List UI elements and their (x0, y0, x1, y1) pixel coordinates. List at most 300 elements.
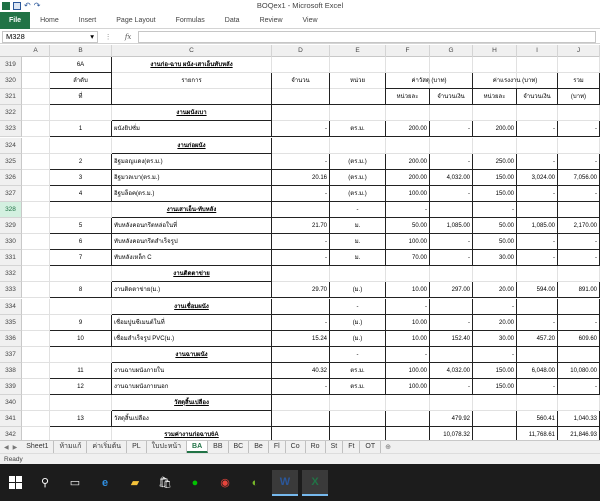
material-unit-price[interactable]: - (386, 202, 430, 218)
item-description[interactable]: งานติดตาข่าย(ม.) (112, 282, 272, 298)
cell[interactable] (22, 250, 50, 266)
cell[interactable] (272, 105, 330, 121)
item-unit[interactable] (330, 427, 386, 440)
tab-file[interactable]: File (0, 12, 30, 29)
cell[interactable] (22, 170, 50, 186)
row-header-319[interactable]: 319 (0, 57, 22, 73)
material-amount[interactable]: - (430, 250, 473, 266)
sheet-title-cell[interactable]: งานก่อ-ฉาบ ผนัง-เสาเอ็นทับหลัง (112, 57, 272, 73)
item-unit[interactable]: (ม.) (330, 331, 386, 347)
item-description[interactable]: ทับหลังเหล็ก C (112, 250, 272, 266)
column-header-j[interactable]: J (558, 45, 600, 57)
cell[interactable] (558, 105, 600, 121)
sheet-tab[interactable]: St (326, 441, 344, 453)
item-no[interactable]: 1 (50, 121, 112, 137)
cell[interactable] (517, 266, 558, 282)
total-amount[interactable]: - (558, 250, 600, 266)
cell[interactable] (330, 57, 386, 73)
tab-formulas[interactable]: Formulas (175, 16, 205, 24)
row-header-323[interactable]: 323 (0, 121, 22, 137)
labor-amount[interactable]: 560.41 (517, 411, 558, 427)
total-amount[interactable]: - (558, 234, 600, 250)
sheet-tab[interactable]: BC (229, 441, 250, 453)
labor-unit-price[interactable]: 150.00 (473, 186, 517, 202)
next-sheet-icon[interactable]: ▶ (12, 444, 18, 451)
labor-unit-price[interactable] (473, 411, 517, 427)
item-no[interactable]: 10 (50, 331, 112, 347)
material-unit-price[interactable]: 10.00 (386, 282, 430, 298)
labor-unit-price[interactable]: 20.00 (473, 282, 517, 298)
cell[interactable] (22, 121, 50, 137)
labor-unit-price[interactable]: 20.00 (473, 315, 517, 331)
item-unit[interactable]: ม. (330, 218, 386, 234)
item-description[interactable]: อิฐมอญแดง(ตร.ม.) (112, 154, 272, 170)
item-unit[interactable]: (ตร.ม.) (330, 170, 386, 186)
tab-home[interactable]: Home (40, 16, 59, 24)
material-unit-price[interactable]: 70.00 (386, 250, 430, 266)
header-mat-unit-price[interactable]: หน่วยละ (386, 89, 430, 105)
cell[interactable] (272, 138, 330, 154)
total-amount[interactable]: 7,056.00 (558, 170, 600, 186)
header-mat-amount[interactable]: จำนวนเงิน (430, 89, 473, 105)
row-header-333[interactable]: 333 (0, 282, 22, 298)
row-header-328[interactable]: 328 (0, 202, 22, 218)
item-qty[interactable]: 40.32 (272, 363, 330, 379)
total-amount[interactable]: 1,040.33 (558, 411, 600, 427)
sheet-tab[interactable]: BA (187, 441, 208, 453)
cell[interactable] (22, 331, 50, 347)
section-title[interactable]: รวมค่างานก่อฉาบ6A (112, 427, 272, 440)
cell[interactable] (22, 73, 50, 89)
cell[interactable] (22, 379, 50, 395)
insert-function-button[interactable]: fx (124, 32, 132, 41)
total-amount[interactable]: 21,846.93 (558, 427, 600, 440)
cell[interactable] (558, 266, 600, 282)
row-header-330[interactable]: 330 (0, 234, 22, 250)
row-header-329[interactable]: 329 (0, 218, 22, 234)
item-description[interactable]: งานฉาบผนังภายใน (112, 363, 272, 379)
cell[interactable] (272, 57, 330, 73)
cell[interactable] (50, 202, 112, 218)
tab-data[interactable]: Data (224, 16, 240, 24)
labor-unit-price[interactable]: - (473, 202, 517, 218)
cell[interactable] (22, 202, 50, 218)
cell[interactable] (473, 395, 517, 411)
section-title[interactable]: งานเชื่อมผนัง (112, 299, 272, 315)
row-header-332[interactable]: 332 (0, 266, 22, 282)
cell[interactable] (22, 234, 50, 250)
header-lab-amount[interactable]: จำนวนเงิน (517, 89, 558, 105)
cell[interactable] (50, 266, 112, 282)
material-unit-price[interactable] (386, 427, 430, 440)
material-unit-price[interactable]: 100.00 (386, 234, 430, 250)
labor-amount[interactable]: - (517, 154, 558, 170)
header-no[interactable]: ลำดับ (50, 73, 112, 89)
labor-amount[interactable]: - (517, 379, 558, 395)
cell[interactable] (22, 154, 50, 170)
cell[interactable] (517, 138, 558, 154)
labor-unit-price[interactable]: 30.00 (473, 331, 517, 347)
cell[interactable] (272, 395, 330, 411)
item-qty[interactable] (272, 411, 330, 427)
labor-unit-price[interactable]: 150.00 (473, 170, 517, 186)
sheet-tab[interactable]: ห้ามแก้ (54, 441, 87, 453)
item-unit[interactable]: (ม.) (330, 315, 386, 331)
cell[interactable] (517, 57, 558, 73)
item-description[interactable]: อิฐมวลเบา(ตร.ม.) (112, 170, 272, 186)
material-amount[interactable]: 4,032.00 (430, 170, 473, 186)
labor-unit-price[interactable]: 50.00 (473, 234, 517, 250)
cell[interactable] (517, 105, 558, 121)
sheet-tab[interactable]: BB (208, 441, 228, 453)
material-unit-price[interactable]: 200.00 (386, 170, 430, 186)
row-header-337[interactable]: 337 (0, 347, 22, 363)
sheet-tab[interactable]: Fl (269, 441, 286, 453)
cell[interactable] (517, 395, 558, 411)
cell[interactable] (22, 427, 50, 440)
total-amount[interactable] (558, 347, 600, 363)
material-unit-price[interactable]: - (386, 347, 430, 363)
total-amount[interactable]: - (558, 379, 600, 395)
cell[interactable] (386, 138, 430, 154)
start-button[interactable] (2, 470, 28, 496)
item-unit[interactable]: - (330, 347, 386, 363)
cell[interactable] (22, 299, 50, 315)
labor-amount[interactable]: - (517, 234, 558, 250)
labor-amount[interactable]: 3,024.00 (517, 170, 558, 186)
item-qty[interactable]: 15.24 (272, 331, 330, 347)
tab-review[interactable]: Review (259, 16, 283, 24)
row-header-331[interactable]: 331 (0, 250, 22, 266)
column-header-d[interactable]: D (272, 45, 330, 57)
task-view-icon[interactable]: ▭ (69, 477, 81, 489)
material-unit-price[interactable]: - (386, 299, 430, 315)
total-amount[interactable]: - (558, 186, 600, 202)
material-amount[interactable] (430, 202, 473, 218)
total-amount[interactable]: - (558, 121, 600, 137)
tab-insert[interactable]: Insert (78, 16, 97, 24)
labor-amount[interactable]: 457.20 (517, 331, 558, 347)
material-unit-price[interactable] (386, 411, 430, 427)
row-header-320[interactable]: 320 (0, 73, 22, 89)
cell[interactable] (50, 138, 112, 154)
spreadsheet-grid[interactable] (0, 45, 600, 440)
search-icon[interactable]: ⚲ (40, 477, 50, 489)
name-box[interactable] (2, 31, 98, 43)
labor-unit-price[interactable]: - (473, 347, 517, 363)
file-explorer-icon[interactable]: ▰ (130, 477, 140, 489)
cell[interactable] (22, 411, 50, 427)
cell[interactable] (50, 427, 112, 440)
column-header-a[interactable]: A (22, 45, 50, 57)
item-qty[interactable]: - (272, 315, 330, 331)
item-unit[interactable]: ตร.ม. (330, 121, 386, 137)
labor-unit-price[interactable]: 200.00 (473, 121, 517, 137)
cell[interactable] (22, 186, 50, 202)
cell[interactable] (473, 57, 517, 73)
cell[interactable] (430, 138, 473, 154)
item-qty[interactable]: 21.70 (272, 218, 330, 234)
tab-page-layout[interactable]: Page Layout (116, 16, 156, 24)
total-amount[interactable] (558, 299, 600, 315)
cell[interactable] (473, 266, 517, 282)
cell[interactable] (22, 363, 50, 379)
item-qty[interactable]: 20.16 (272, 170, 330, 186)
item-description[interactable]: วัสดุสิ้นเปลือง (112, 411, 272, 427)
column-header-i[interactable]: I (517, 45, 558, 57)
item-description[interactable]: งานฉาบผนังภายนอก (112, 379, 272, 395)
labor-unit-price[interactable]: 150.00 (473, 363, 517, 379)
item-no[interactable]: 5 (50, 218, 112, 234)
item-no[interactable]: 11 (50, 363, 112, 379)
formula-input[interactable] (138, 31, 596, 43)
item-qty[interactable]: 29.70 (272, 282, 330, 298)
column-header-b[interactable]: B (50, 45, 112, 57)
item-no[interactable]: 9 (50, 315, 112, 331)
sheet-tab[interactable]: PL (127, 441, 147, 453)
material-amount[interactable]: 297.00 (430, 282, 473, 298)
section-title[interactable]: งานก่อผนัง (112, 138, 272, 154)
section-title[interactable]: งานฉาบผนัง (112, 347, 272, 363)
row-header-339[interactable]: 339 (0, 379, 22, 395)
item-no[interactable]: 7 (50, 250, 112, 266)
item-unit[interactable]: ตร.ม. (330, 379, 386, 395)
item-no[interactable]: 12 (50, 379, 112, 395)
row-header-324[interactable]: 324 (0, 138, 22, 154)
material-amount[interactable]: - (430, 315, 473, 331)
cell[interactable] (50, 105, 112, 121)
sheet-tab[interactable]: Ro (306, 441, 326, 453)
cell[interactable] (50, 395, 112, 411)
cell[interactable] (22, 105, 50, 121)
row-header-336[interactable]: 336 (0, 331, 22, 347)
total-amount[interactable]: - (558, 315, 600, 331)
header-baht[interactable]: (บาท) (558, 89, 600, 105)
item-description[interactable]: อิฐบล็อค(ตร.ม.) (112, 186, 272, 202)
header-total[interactable]: รวม (558, 73, 600, 89)
sheet-tab[interactable]: Be (249, 441, 269, 453)
item-no[interactable]: 4 (50, 186, 112, 202)
cell[interactable] (430, 57, 473, 73)
add-sheet-icon[interactable]: ⊕ (385, 444, 392, 451)
labor-amount[interactable]: - (517, 315, 558, 331)
row-header-341[interactable]: 341 (0, 411, 22, 427)
item-unit[interactable]: ตร.ม. (330, 363, 386, 379)
header-unit[interactable]: หน่วย (330, 73, 386, 105)
item-qty[interactable]: - (272, 250, 330, 266)
row-header-327[interactable]: 327 (0, 186, 22, 202)
item-unit[interactable]: (ม.) (330, 282, 386, 298)
cell[interactable] (386, 266, 430, 282)
column-header-e[interactable]: E (330, 45, 386, 57)
item-qty[interactable]: - (272, 154, 330, 170)
cell[interactable] (330, 395, 386, 411)
row-header-338[interactable]: 338 (0, 363, 22, 379)
cell[interactable] (22, 218, 50, 234)
line-icon[interactable]: ● (191, 476, 199, 489)
section-title[interactable]: งานติดตาข่าย (112, 266, 272, 282)
labor-unit-price[interactable] (473, 427, 517, 440)
material-amount[interactable]: 4,032.00 (430, 363, 473, 379)
material-amount[interactable]: - (430, 186, 473, 202)
labor-amount[interactable]: 6,048.00 (517, 363, 558, 379)
cell[interactable] (558, 395, 600, 411)
sheet-tab[interactable]: Sheet1 (21, 441, 54, 453)
item-qty[interactable] (272, 202, 330, 218)
item-description[interactable]: ทับหลังคอนกรีตสำเร็จรูป (112, 234, 272, 250)
item-description[interactable]: เชื่อมสำเร็จรูป PVC(ม.) (112, 331, 272, 347)
item-description[interactable]: ทับหลังคอนกรีตหล่อในที่ (112, 218, 272, 234)
total-amount[interactable]: 2,170.00 (558, 218, 600, 234)
row-header-321[interactable]: 321 (0, 89, 22, 105)
labor-unit-price[interactable]: 150.00 (473, 379, 517, 395)
redo-icon[interactable]: ↷ (33, 1, 41, 10)
item-unit[interactable]: ม. (330, 250, 386, 266)
cell[interactable] (430, 395, 473, 411)
item-description[interactable]: ผนังยิปซั่ม (112, 121, 272, 137)
row-header-326[interactable]: 326 (0, 170, 22, 186)
cell[interactable] (330, 266, 386, 282)
header-qty[interactable]: จำนวน (272, 73, 330, 105)
cell[interactable] (386, 105, 430, 121)
item-qty[interactable]: - (272, 234, 330, 250)
prev-sheet-icon[interactable]: ◀ (4, 444, 9, 451)
labor-unit-price[interactable]: 50.00 (473, 218, 517, 234)
row-header-322[interactable]: 322 (0, 105, 22, 121)
word-icon[interactable]: W (272, 470, 298, 496)
cell[interactable] (22, 347, 50, 363)
section-title[interactable]: งานผนังเบา (112, 105, 272, 121)
labor-amount[interactable]: - (517, 186, 558, 202)
item-qty[interactable] (272, 427, 330, 440)
column-header-c[interactable]: C (112, 45, 272, 57)
labor-amount[interactable]: - (517, 121, 558, 137)
item-qty[interactable] (272, 299, 330, 315)
cell[interactable] (330, 138, 386, 154)
chrome-icon[interactable]: ◉ (220, 477, 230, 489)
material-unit-price[interactable]: 10.00 (386, 331, 430, 347)
cell[interactable] (430, 266, 473, 282)
material-unit-price[interactable]: 100.00 (386, 363, 430, 379)
cell[interactable] (473, 138, 517, 154)
material-amount[interactable] (430, 347, 473, 363)
material-amount[interactable]: - (430, 379, 473, 395)
cell[interactable] (22, 266, 50, 282)
cell[interactable] (22, 138, 50, 154)
labor-unit-price[interactable]: - (473, 299, 517, 315)
item-unit[interactable]: (ตร.ม.) (330, 186, 386, 202)
section-title[interactable]: วัสดุสิ้นเปลือง (112, 395, 272, 411)
store-icon[interactable]: 🛍 (158, 477, 172, 489)
material-amount[interactable]: 152.40 (430, 331, 473, 347)
save-icon[interactable] (13, 2, 21, 10)
item-unit[interactable]: ม. (330, 234, 386, 250)
labor-amount[interactable]: 11,768.61 (517, 427, 558, 440)
column-header-f[interactable]: F (386, 45, 430, 57)
sheet-code-cell[interactable]: 6A (50, 57, 112, 73)
row-header-340[interactable]: 340 (0, 395, 22, 411)
row-header-334[interactable]: 334 (0, 299, 22, 315)
item-unit[interactable]: - (330, 202, 386, 218)
item-no[interactable]: 2 (50, 154, 112, 170)
material-amount[interactable] (430, 299, 473, 315)
row-header-335[interactable]: 335 (0, 315, 22, 331)
header-no2[interactable]: ที่ (50, 89, 112, 105)
material-unit-price[interactable]: 100.00 (386, 379, 430, 395)
cell[interactable] (473, 105, 517, 121)
item-no[interactable]: 3 (50, 170, 112, 186)
cell[interactable] (558, 57, 600, 73)
item-qty[interactable]: - (272, 379, 330, 395)
row-header-325[interactable]: 325 (0, 154, 22, 170)
material-unit-price[interactable]: 200.00 (386, 121, 430, 137)
cell[interactable] (50, 299, 112, 315)
labor-unit-price[interactable]: 250.00 (473, 154, 517, 170)
excel-icon[interactable]: X (302, 470, 328, 496)
item-description[interactable]: เชื่อมปูนซีเมนต์ในที่ (112, 315, 272, 331)
utorrent-icon[interactable]: ◐ (251, 476, 259, 489)
material-unit-price[interactable]: 10.00 (386, 315, 430, 331)
item-no[interactable]: 13 (50, 411, 112, 427)
material-amount[interactable]: 1,085.00 (430, 218, 473, 234)
total-amount[interactable]: 10,080.00 (558, 363, 600, 379)
material-unit-price[interactable]: 100.00 (386, 186, 430, 202)
section-title[interactable]: งานเสาเอ็น-ทับหลัง (112, 202, 272, 218)
material-amount[interactable]: - (430, 154, 473, 170)
labor-amount[interactable] (517, 347, 558, 363)
cell[interactable] (22, 315, 50, 331)
sheet-tab[interactable]: OT (360, 441, 381, 453)
cell[interactable] (50, 347, 112, 363)
tab-view[interactable]: View (302, 16, 318, 24)
labor-amount[interactable]: 1,085.00 (517, 218, 558, 234)
item-unit[interactable]: (ตร.ม.) (330, 154, 386, 170)
column-header-g[interactable]: G (430, 45, 473, 57)
cell[interactable] (22, 282, 50, 298)
cell[interactable] (386, 395, 430, 411)
item-qty[interactable] (272, 347, 330, 363)
item-unit[interactable] (330, 411, 386, 427)
header-labor[interactable]: ค่าแรงงาน (บาท) (473, 73, 558, 89)
sheet-tab[interactable]: Ft (343, 441, 360, 453)
sheet-tab[interactable]: ใบปะหน้า (147, 441, 187, 453)
undo-icon[interactable]: ↶ (24, 1, 31, 10)
material-amount[interactable]: - (430, 121, 473, 137)
total-amount[interactable] (558, 202, 600, 218)
cell[interactable] (430, 105, 473, 121)
total-amount[interactable]: - (558, 154, 600, 170)
cell[interactable] (22, 395, 50, 411)
cell[interactable] (22, 57, 50, 73)
labor-unit-price[interactable]: 30.00 (473, 250, 517, 266)
header-material[interactable]: ค่าวัสดุ (บาท) (386, 73, 473, 89)
cell[interactable] (386, 57, 430, 73)
item-no[interactable]: 6 (50, 234, 112, 250)
item-no[interactable]: 8 (50, 282, 112, 298)
material-amount[interactable]: - (430, 234, 473, 250)
labor-amount[interactable] (517, 202, 558, 218)
header-lab-unit-price[interactable]: หน่วยละ (473, 89, 517, 105)
labor-amount[interactable]: - (517, 250, 558, 266)
item-qty[interactable]: - (272, 121, 330, 137)
cell[interactable] (330, 105, 386, 121)
edge-icon[interactable]: e (101, 476, 109, 489)
total-amount[interactable]: 609.60 (558, 331, 600, 347)
item-unit[interactable]: - (330, 299, 386, 315)
header-item[interactable]: รายการ (112, 73, 272, 105)
cell[interactable] (558, 138, 600, 154)
material-amount[interactable]: 479.92 (430, 411, 473, 427)
